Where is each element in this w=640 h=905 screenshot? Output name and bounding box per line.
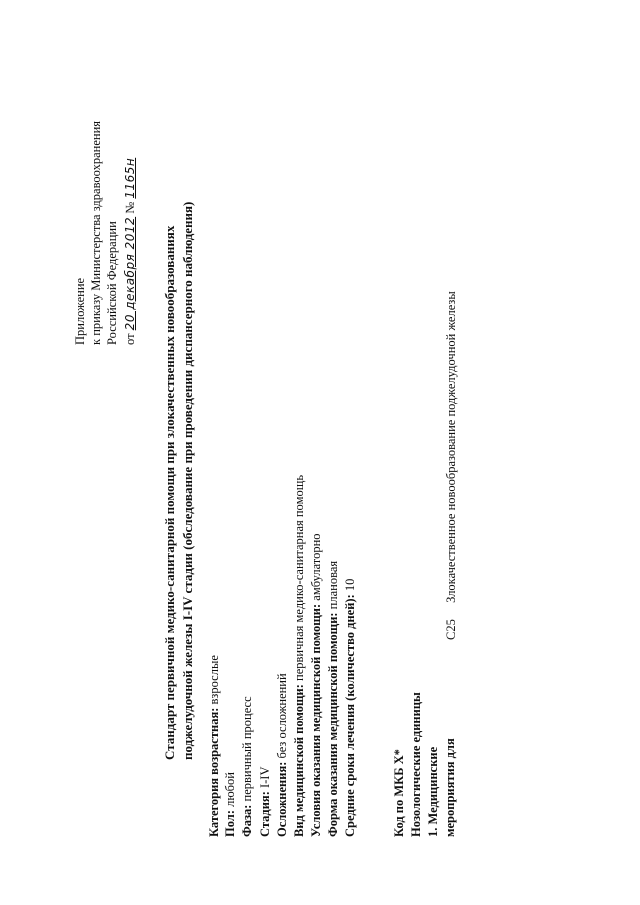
param-value: плановая bbox=[326, 560, 340, 613]
title-line-2: поджелудочной железы I-IV стадии (обследование при проведении диспансерного наблюдения) bbox=[180, 201, 195, 760]
param-value: I-IV bbox=[258, 766, 272, 792]
param-stage bbox=[258, 767, 272, 838]
param-phase bbox=[240, 696, 254, 837]
param-care-conditions bbox=[309, 533, 323, 837]
handwritten-number: 1165н bbox=[123, 157, 137, 199]
param-label: Фаза: bbox=[240, 804, 254, 837]
section-heading-line-1: 1. Медицинские bbox=[426, 746, 440, 837]
icd-code-label: Код по МКБ X* bbox=[392, 749, 406, 837]
icd-description: Злокачественное новообразование поджелудочной железы bbox=[444, 291, 458, 603]
appendix-line-2: к приказу Министерства здравоохранения bbox=[89, 120, 103, 345]
appendix-order-line bbox=[123, 158, 137, 345]
section-heading-line-2: мероприятия для bbox=[443, 738, 457, 837]
param-label: Средние сроки лечения (количество дней): bbox=[343, 594, 357, 837]
param-duration bbox=[343, 579, 357, 837]
param-care-type bbox=[292, 475, 306, 837]
param-value: взрослые bbox=[207, 655, 221, 708]
param-label: Вид медицинской помощи: bbox=[292, 684, 306, 837]
param-label: Пол: bbox=[223, 810, 237, 837]
appendix-from: от bbox=[123, 333, 137, 345]
handwritten-date: 20 декабря 2012 bbox=[123, 216, 137, 331]
param-value: любой bbox=[223, 772, 237, 811]
icd-entry-row bbox=[444, 291, 458, 640]
param-sex bbox=[223, 772, 237, 837]
param-value: первичная медико-санитарная помощь bbox=[292, 474, 306, 685]
param-label: Категория возрастная: bbox=[207, 707, 221, 837]
appendix-line-3: Российской Федерации bbox=[105, 221, 119, 345]
param-value: амбулаторно bbox=[309, 533, 323, 604]
title-line-1: Стандарт первичной медико-санитарной помощи при злокачественных новообразованиях bbox=[162, 225, 177, 760]
icd-code: C25 bbox=[444, 619, 458, 640]
param-age-category bbox=[207, 655, 221, 837]
appendix-line-1: Приложение bbox=[73, 277, 87, 345]
param-value: 10 bbox=[343, 578, 357, 595]
param-complications bbox=[275, 673, 289, 837]
param-label: Стадия: bbox=[258, 791, 272, 837]
param-value: без осложнений bbox=[275, 673, 289, 762]
param-label: Осложнения: bbox=[275, 761, 289, 837]
param-value: первичный процесс bbox=[240, 696, 254, 805]
param-label: Условия оказания медицинской помощи: bbox=[309, 603, 323, 837]
nosology-label: Нозологические единицы bbox=[409, 692, 423, 837]
param-care-form bbox=[326, 561, 340, 837]
appendix-number-sign: № bbox=[123, 201, 137, 214]
param-label: Форма оказания медицинской помощи: bbox=[326, 612, 340, 837]
